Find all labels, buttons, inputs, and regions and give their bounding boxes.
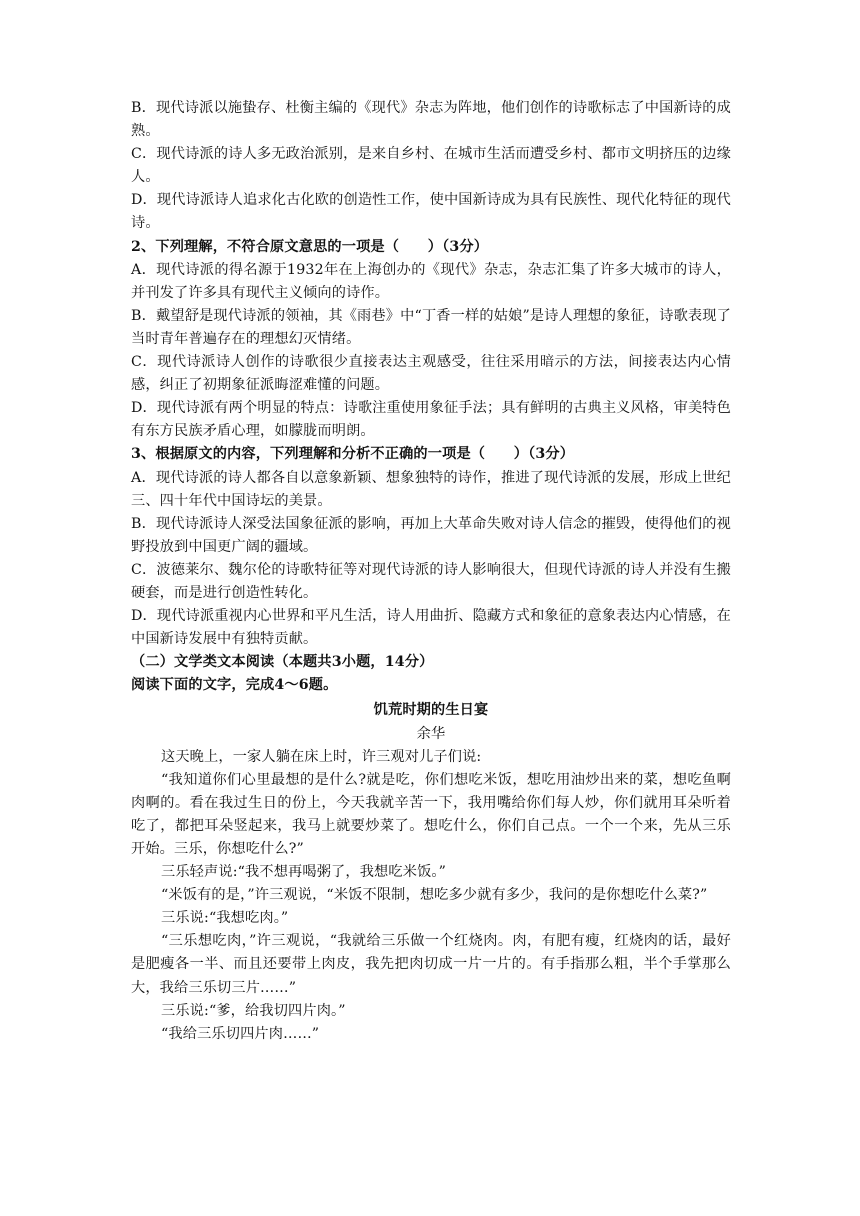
story-paragraph: “我知道你们心里最想的是什么?就是吃，你们想吃米饭，想吃用油炒出来的菜，想吃鱼啊肉啊的。看在我过生日的份上，今天我就辛苦一下，我用嘴给你们每人炒，你们就用耳朵听着吃了，都把耳朵竖起来，我马上就要炒菜了。想吃什么，你们自己点。一个一个来，先从三乐开始。三乐，你想吃什么?”	[131, 771, 731, 857]
question-2-option-b: B．戴望舒是现代诗派的领袖，其《雨巷》中“丁香一样的姑娘”是诗人理想的象征，诗歌表现了当时青年普遍存在的理想幻灭情绪。	[131, 307, 731, 347]
question-2-option-a: A．现代诗派的得名源于1932年在上海创办的《现代》杂志，杂志汇集了许多大城市的诗人，并刊发了许多具有现代主义倾向的诗作。	[131, 261, 731, 301]
story-paragraph: 三乐说:“爹，给我切四片肉。”	[161, 1002, 346, 1019]
reading-instruction: 阅读下面的文字，完成4～6题。	[131, 677, 338, 694]
question-3-option-b: B．现代诗派诗人深受法国象征派的影响，再加上大革命失败对诗人信念的摧毁，使得他们的视野投放到中国更广阔的疆域。	[131, 515, 731, 555]
story-paragraph: “我给三乐切四片肉……”	[161, 1025, 320, 1042]
question-3-option-c: C．波德莱尔、魏尔伦的诗歌特征等对现代诗派的诗人影响很大，但现代诗派的诗人并没有生搬硬套，而是进行创造性转化。	[131, 561, 731, 601]
story-paragraph: “三乐想吃肉，”许三观说，“我就给三乐做一个红烧肉。肉，有肥有瘦，红烧肉的话，最好是肥瘦各一半、而且还要带上肉皮，我先把肉切成一片一片的。有手指那么粗，半个手掌那么大，我给三乐切三片……”	[131, 933, 731, 996]
option-b: B．现代诗派以施蛰存、杜衡主编的《现代》杂志为阵地，他们创作的诗歌标志了中国新诗的成熟。	[131, 100, 731, 140]
question-3-option-d: D．现代诗派重视内心世界和平凡生活，诗人用曲折、隐藏方式和象征的意象表达内心情感，在中国新诗发展中有独特贡献。	[131, 608, 731, 648]
story-paragraph: 这天晚上，一家人躺在床上时，许三观对儿子们说:	[161, 748, 482, 765]
story-author: 余华	[416, 725, 446, 742]
question-2-stem: 2、下列理解，不符合原文意思的一项是（ ）（3分）	[131, 238, 489, 255]
question-2-option-d: D．现代诗派有两个明显的特点：诗歌注重使用象征手法；具有鲜明的古典主义风格，审美特色有东方民族矛盾心理，如朦胧而明朗。	[131, 400, 731, 440]
story-paragraph: “米饭有的是，”许三观说，“米饭不限制，想吃多少就有多少，我问的是你想吃什么菜?”	[161, 887, 708, 904]
story-paragraph: 三乐轻声说:“我不想再喝粥了，我想吃米饭。”	[161, 864, 447, 881]
option-c: C．现代诗派的诗人多无政治派别，是来自乡村、在城市生活而遭受乡村、都市文明挤压的边缘人。	[131, 146, 731, 186]
question-3-stem: 3、根据原文的内容，下列理解和分析不正确的一项是（ ）（3分）	[131, 446, 575, 463]
question-3-option-a: A．现代诗派的诗人都各自以意象新颖、想象独特的诗作，推进了现代诗派的发展，形成上世纪三、四十年代中国诗坛的美景。	[131, 469, 731, 509]
story-paragraph: 三乐说:“我想吃肉。”	[161, 910, 289, 927]
document-page	[131, 97, 731, 1046]
section-heading: （二）文学类文本阅读（本题共3小题，14分）	[131, 654, 434, 671]
story-title: 饥荒时期的生日宴	[373, 702, 489, 719]
question-2-option-c: C．现代诗派诗人创作的诗歌很少直接表达主观感受，往往采用暗示的方法，间接表达内心情感，纠正了初期象征派晦涩难懂的问题。	[131, 354, 731, 394]
option-d: D．现代诗派诗人追求化古化欧的创造性工作，使中国新诗成为具有民族性、现代化特征的现代诗。	[131, 192, 731, 232]
